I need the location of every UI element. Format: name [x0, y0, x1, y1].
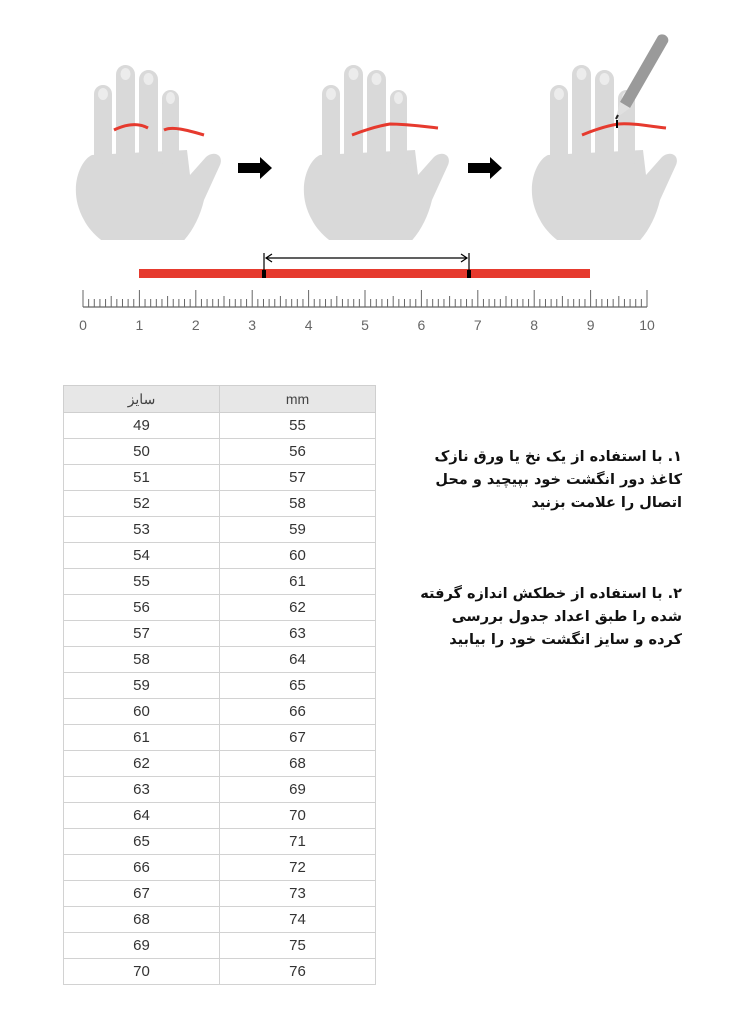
ruler-label: 7 [473, 317, 482, 333]
table-header-row [64, 386, 376, 413]
step-number: ۲. [667, 586, 682, 602]
mm-cell: 55 [220, 413, 376, 439]
ruler-label: 9 [586, 317, 595, 333]
mm-cell: 64 [220, 647, 376, 673]
ruler-label: 10 [639, 317, 655, 333]
size-cell: 51 [64, 465, 220, 491]
table-row [64, 439, 376, 465]
size-cell: 65 [64, 829, 220, 855]
size-cell: 69 [64, 933, 220, 959]
size-cell: 61 [64, 725, 220, 751]
ruler [0, 240, 732, 350]
mm-cell: 58 [220, 491, 376, 517]
size-cell: 59 [64, 673, 220, 699]
mm-cell: 61 [220, 569, 376, 595]
instructions [420, 446, 682, 720]
table-row [64, 803, 376, 829]
table-row [64, 569, 376, 595]
mm-cell: 60 [220, 543, 376, 569]
mm-cell: 74 [220, 907, 376, 933]
mm-cell: 59 [220, 517, 376, 543]
hand-step-1-icon [76, 65, 221, 240]
table-row [64, 751, 376, 777]
instruction-step-2 [420, 583, 682, 652]
ruler-label: 1 [135, 317, 144, 333]
table-row [64, 881, 376, 907]
size-cell: 52 [64, 491, 220, 517]
table-row [64, 517, 376, 543]
size-cell: 49 [64, 413, 220, 439]
table-body [64, 413, 376, 985]
table-row [64, 777, 376, 803]
mm-cell: 66 [220, 699, 376, 725]
ruler-label: 6 [417, 317, 426, 333]
size-cell: 63 [64, 777, 220, 803]
size-cell: 55 [64, 569, 220, 595]
ruler-label: 5 [361, 317, 369, 333]
size-cell: 67 [64, 881, 220, 907]
mm-cell: 56 [220, 439, 376, 465]
instruction-step-1 [420, 446, 682, 515]
table-row [64, 725, 376, 751]
table-row [64, 907, 376, 933]
size-cell: 66 [64, 855, 220, 881]
size-header: سایز [64, 386, 220, 413]
step-text: با استفاده از خطکش اندازه گرفته شده را طبق اعداد جدول بررسی کرده و سایز انگشت خود را بیابید [420, 586, 682, 648]
table-row [64, 959, 376, 985]
size-cell: 58 [64, 647, 220, 673]
arrow-right-icon [238, 157, 272, 179]
mm-cell: 70 [220, 803, 376, 829]
size-cell: 50 [64, 439, 220, 465]
mm-cell: 63 [220, 621, 376, 647]
table-row [64, 829, 376, 855]
table-row [64, 621, 376, 647]
size-cell: 70 [64, 959, 220, 985]
ruler-label: 0 [79, 317, 87, 333]
size-cell: 60 [64, 699, 220, 725]
mm-cell: 75 [220, 933, 376, 959]
table-row [64, 647, 376, 673]
table-row [64, 491, 376, 517]
mm-cell: 65 [220, 673, 376, 699]
hand-step-3-icon [532, 65, 677, 240]
ring-sizing-illustration [0, 0, 732, 240]
table-row [64, 699, 376, 725]
ruler-label: 8 [530, 317, 539, 333]
mm-cell: 69 [220, 777, 376, 803]
table-row [64, 543, 376, 569]
ruler-label: 4 [304, 317, 313, 333]
mm-cell: 57 [220, 465, 376, 491]
table-row [64, 595, 376, 621]
size-cell: 56 [64, 595, 220, 621]
size-cell: 53 [64, 517, 220, 543]
mm-cell: 73 [220, 881, 376, 907]
table-row [64, 465, 376, 491]
table-row [64, 673, 376, 699]
mm-cell: 67 [220, 725, 376, 751]
ruler-label: 3 [248, 317, 257, 333]
size-cell: 54 [64, 543, 220, 569]
measured-strip [139, 269, 590, 278]
size-table [63, 385, 376, 985]
mm-header: mm [220, 386, 376, 413]
size-cell: 62 [64, 751, 220, 777]
size-cell: 68 [64, 907, 220, 933]
table-row [64, 855, 376, 881]
step-text: با استفاده از یک نخ یا ورق نازک کاغذ دور انگشت خود بپیچید و محل اتصال را علامت بزنید [434, 449, 682, 511]
mm-cell: 72 [220, 855, 376, 881]
mm-cell: 76 [220, 959, 376, 985]
step-number: ۱. [667, 449, 682, 465]
mm-cell: 62 [220, 595, 376, 621]
ruler-label: 2 [191, 317, 200, 333]
size-cell: 57 [64, 621, 220, 647]
ruler-labels [79, 317, 655, 333]
pen-icon [616, 34, 668, 119]
hand-step-2-icon [304, 65, 449, 240]
table-row [64, 933, 376, 959]
arrow-right-icon [468, 157, 502, 179]
mm-cell: 71 [220, 829, 376, 855]
mm-cell: 68 [220, 751, 376, 777]
table-row [64, 413, 376, 439]
size-cell: 64 [64, 803, 220, 829]
ruler-ticks [83, 290, 647, 307]
